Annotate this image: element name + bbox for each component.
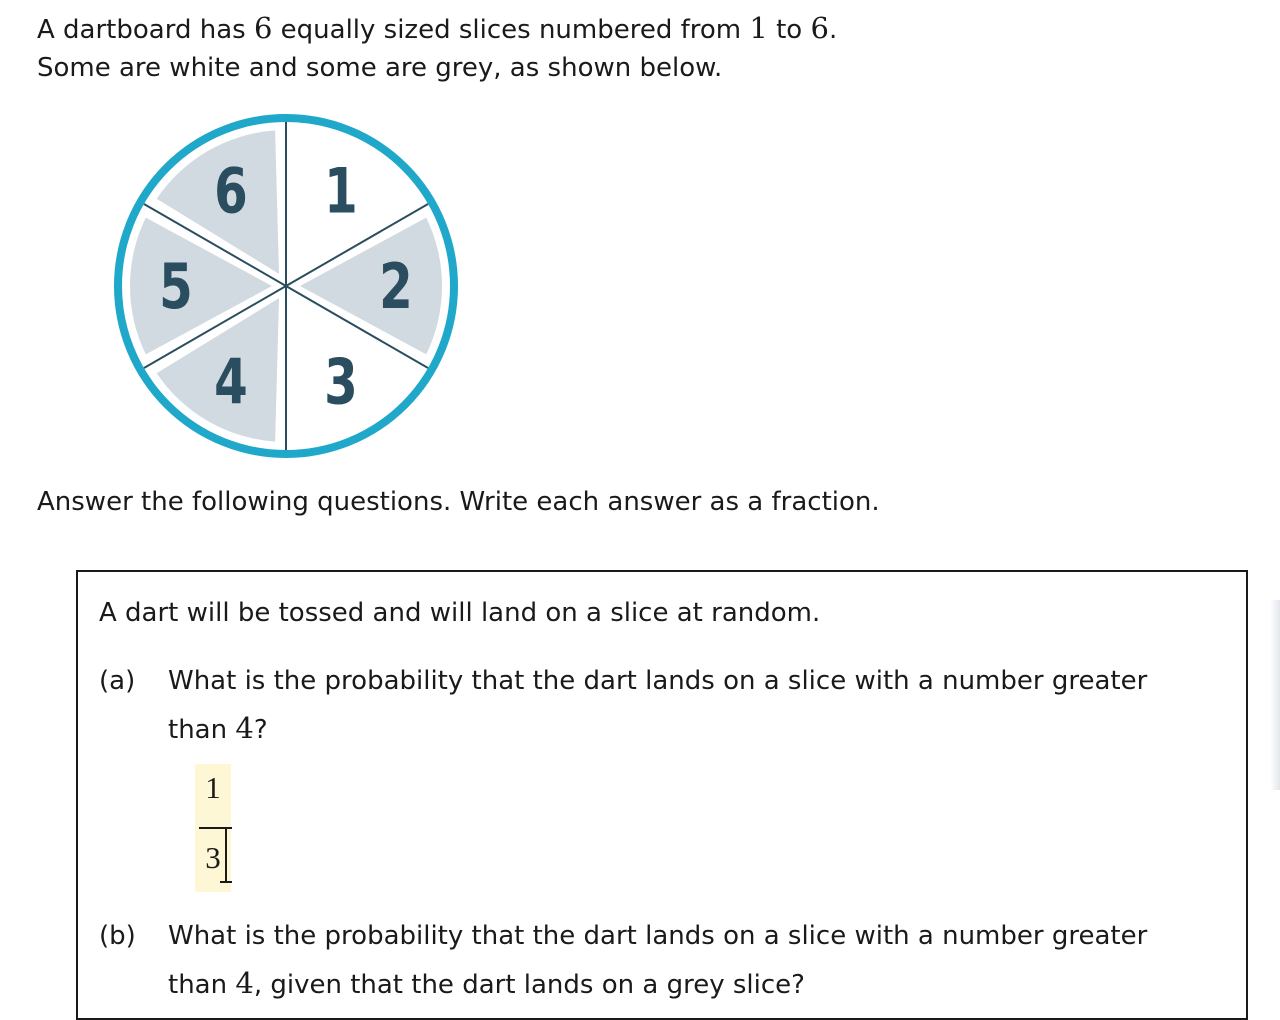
question-text: than bbox=[168, 970, 236, 1000]
question-stem: A dart will be tossed and will land on a slice at random. bbox=[99, 598, 821, 628]
slice-number-4: 4 bbox=[214, 346, 248, 419]
part-a-question-line-2 bbox=[168, 710, 268, 748]
dartboard bbox=[113, 113, 459, 459]
intro-text: A dartboard has bbox=[37, 15, 254, 45]
math-value: 6 bbox=[810, 11, 829, 45]
answer-numerator[interactable]: 1 bbox=[205, 770, 221, 805]
slice-2-grey bbox=[300, 218, 442, 355]
slice-number-6: 6 bbox=[214, 155, 248, 229]
intro-line-2: Some are white and some are grey, as shown below. bbox=[37, 53, 723, 83]
text-cursor bbox=[225, 827, 227, 883]
slice-number-3: 3 bbox=[324, 346, 358, 419]
math-value: 4 bbox=[235, 966, 254, 1000]
part-a-answer-input[interactable] bbox=[195, 764, 231, 892]
math-value: 1 bbox=[749, 11, 768, 45]
part-a-question-line-1: What is the probability that the dart lands on a slice with a number greater bbox=[168, 666, 1148, 696]
part-b-label: (b) bbox=[99, 921, 136, 951]
part-b-question-line-2 bbox=[168, 965, 805, 1003]
intro-text: to bbox=[767, 15, 811, 45]
question-box bbox=[76, 570, 1248, 1020]
intro-line-1 bbox=[37, 10, 837, 48]
math-value: 6 bbox=[253, 11, 273, 45]
slice-number-2: 2 bbox=[379, 251, 413, 324]
intro-text: . bbox=[828, 15, 838, 45]
question-text: , given that the dart lands on a grey slice? bbox=[253, 970, 805, 1000]
slice-number-1: 1 bbox=[324, 155, 358, 229]
slice-number-5: 5 bbox=[159, 251, 193, 324]
question-text: ? bbox=[253, 715, 268, 745]
text-cursor-bottom bbox=[220, 881, 232, 883]
part-b-question-line-1: What is the probability that the dart lands on a slice with a number greater bbox=[168, 921, 1148, 951]
part-a-label: (a) bbox=[99, 666, 136, 696]
scrollbar-track[interactable] bbox=[1270, 600, 1280, 790]
answer-denominator[interactable]: 3 bbox=[205, 840, 221, 875]
intro-text: equally sized slices numbered from bbox=[272, 15, 750, 45]
math-value: 4 bbox=[235, 711, 254, 745]
instructions: Answer the following questions. Write each answer as a fraction. bbox=[37, 487, 880, 517]
question-text: than bbox=[168, 715, 236, 745]
